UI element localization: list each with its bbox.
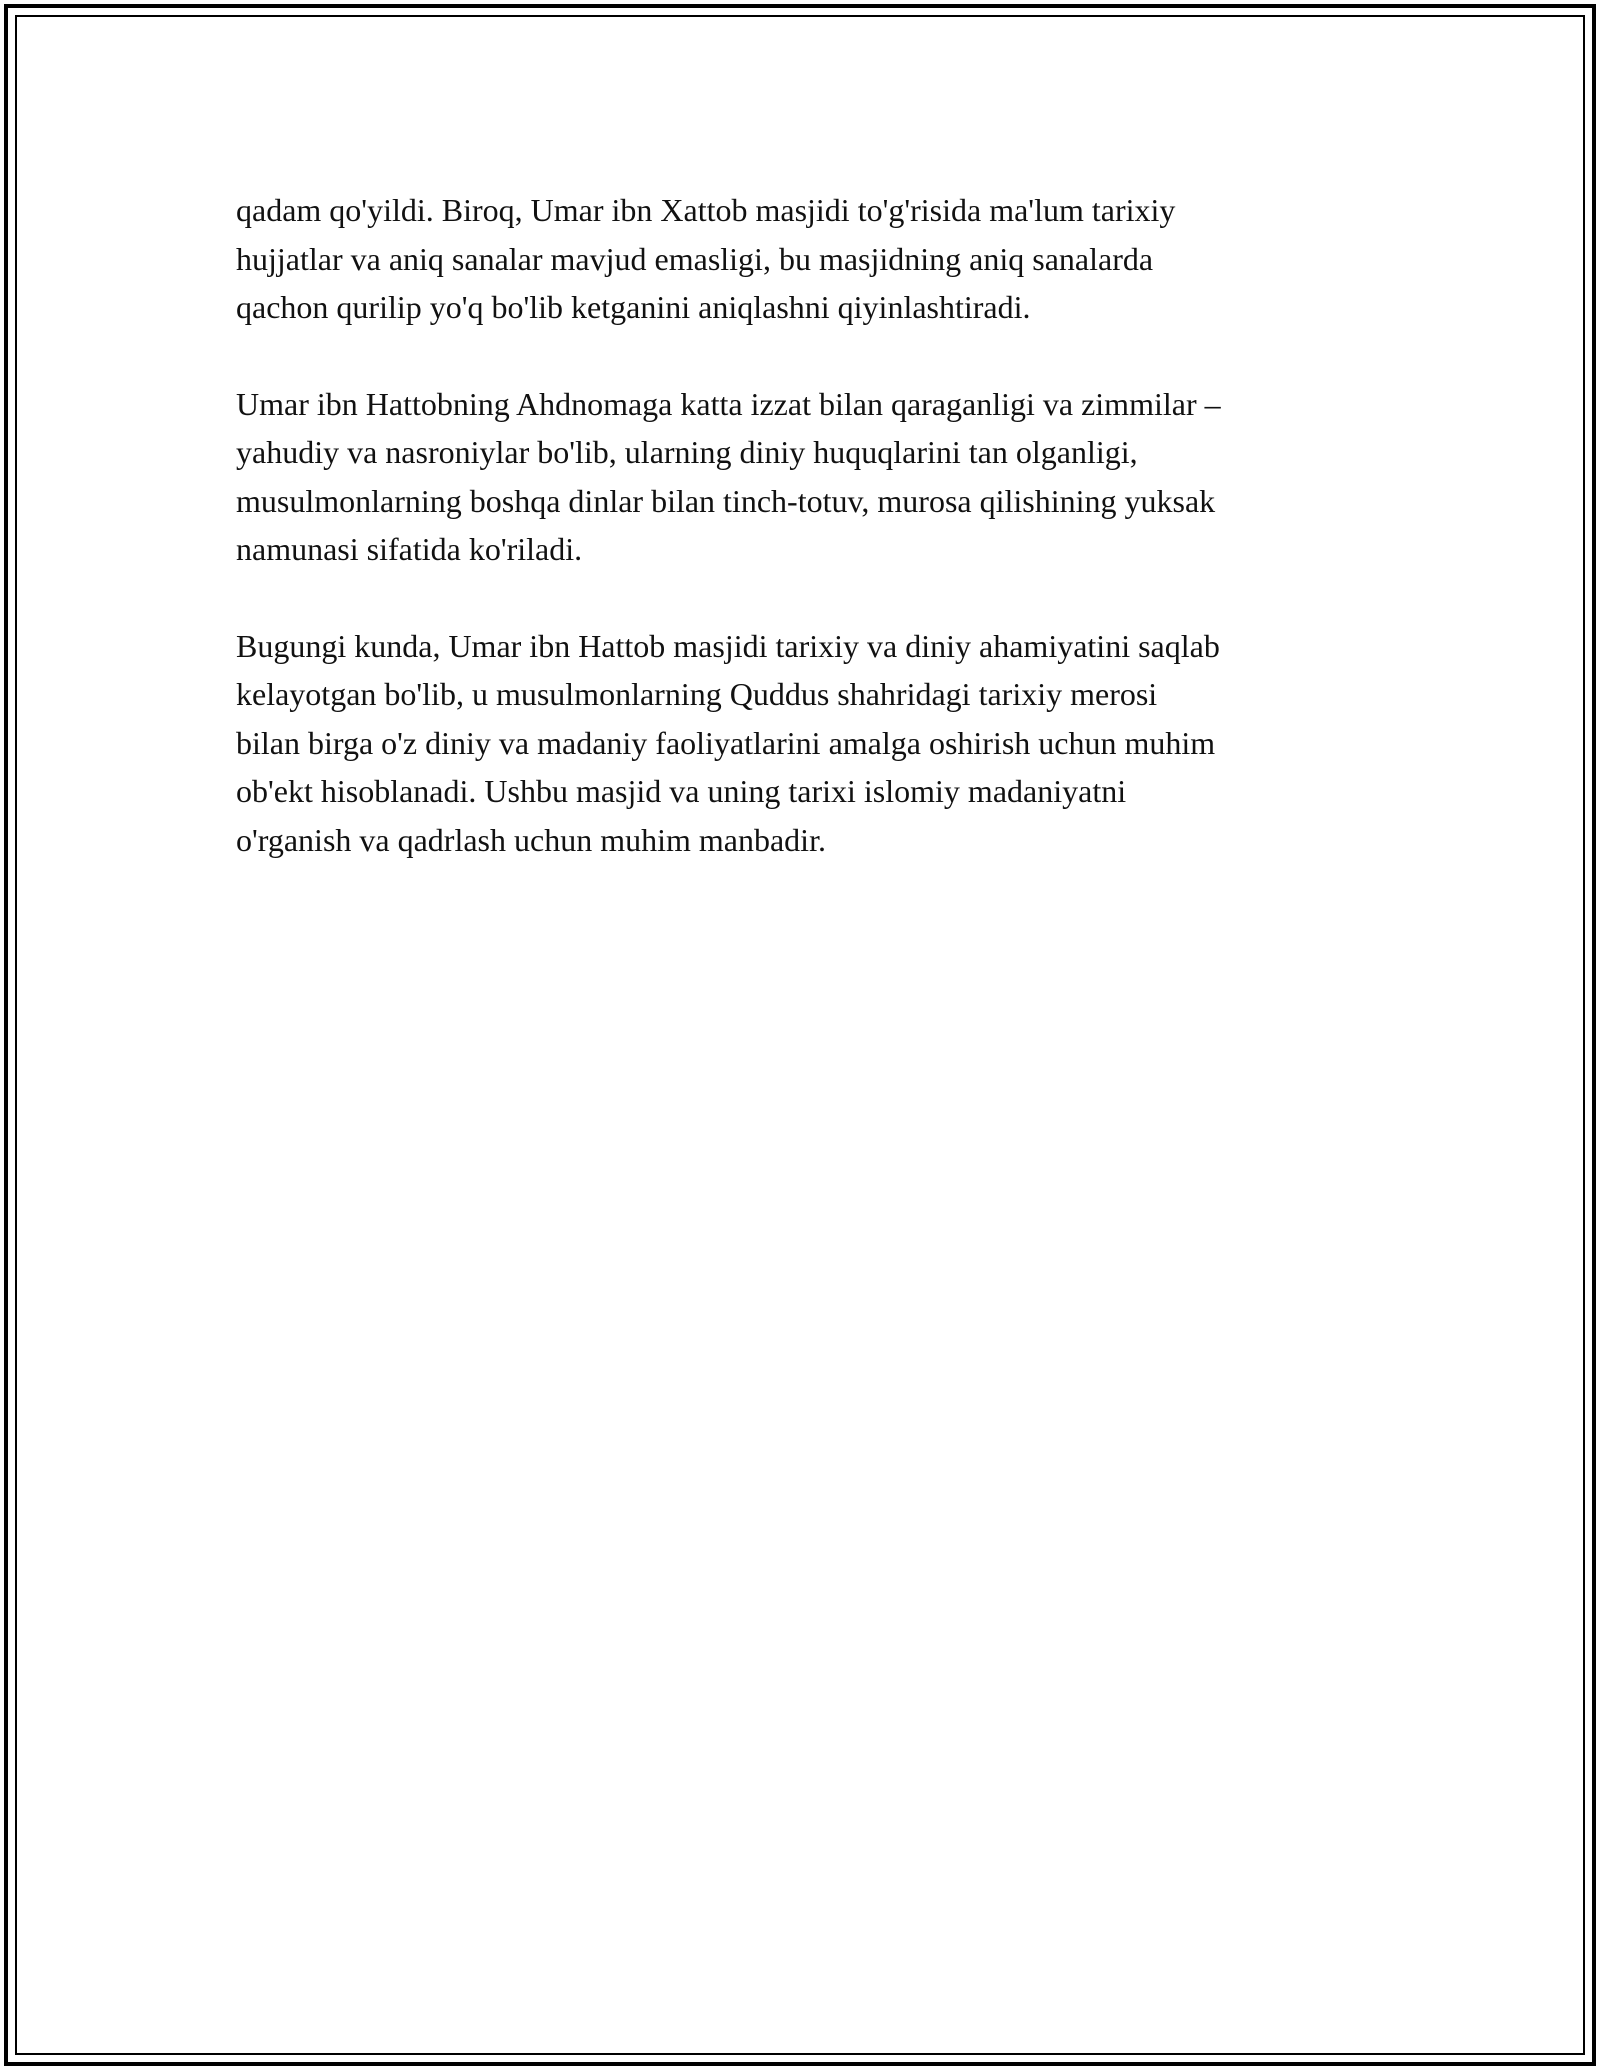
document-body [236, 186, 1386, 912]
paragraph-2: Umar ibn Hattobning Ahdnomaga katta izzat bilan qaraganligi va zimmilar – yahudiy va nasroniylar bo'lib, ularning diniy huquqlarini tan olganligi, musulmonlarning boshqa dinlar bilan tinch-totuv, murosa qilishining yuksak namunasi sifatida ko'riladi. [236, 385, 1221, 567]
paragraph-1: qadam qo'yildi. Biroq, Umar ibn Xattob masjidi to'g'risida ma'lum tarixiy hujjatlar va aniq sanalar mavjud emasligi, bu masjidning aniq sanalarda qachon qurilip yo'q bo'lib ketganini aniqlashni qiyinlashtiradi. [236, 192, 1176, 325]
paragraph-3: Bugungi kunda, Umar ibn Hattob masjidi tarixiy va diniy ahamiyatini saqlab kelayotgan bo'lib, u musulmonlarning Quddus shahridagi tarixiy merosi bilan birga o'z diniy va madaniy faoliyatlarini amalga oshirish uchun muhim ob'ekt hisoblanadi. Ushbu masjid va uning tarixi islomiy madaniyatni o'rganish va qadrlash uchun muhim manbadir. [236, 627, 1220, 858]
